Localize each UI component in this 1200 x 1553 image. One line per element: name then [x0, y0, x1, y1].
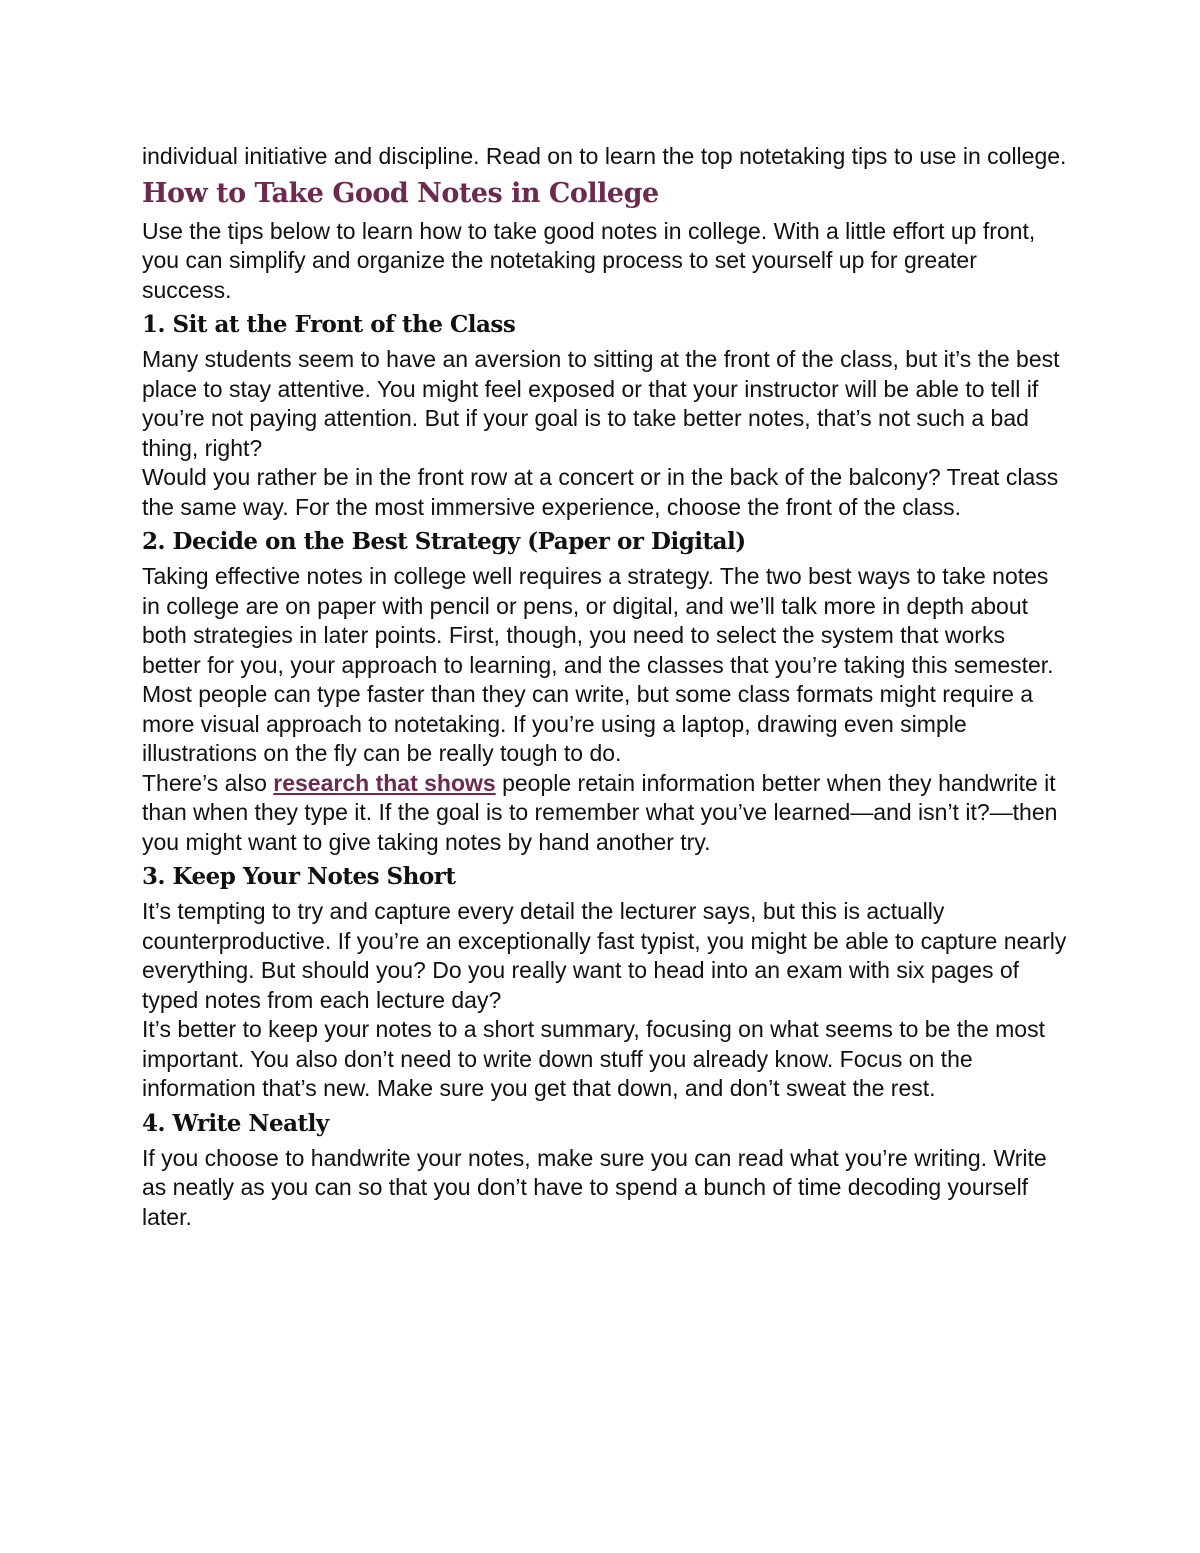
section-1-paragraph-2: Would you rather be in the front row at a concert or in the back of the balcony? Treat class the same way. For the most immersive experience, choose the front of the class. — [142, 464, 1059, 520]
section-heading-best-strategy: 2. Decide on the Best Strategy (Paper or Digital) — [142, 528, 746, 555]
section-heading-write-neatly: 4. Write Neatly — [142, 1109, 329, 1137]
section-2-paragraph-3-after: people retain information better when they handwrite it than when they type it. If the goal is to remember what you’ve learned—and isn’t it?—then you might want to give taking notes by hand another try. — [142, 769, 1058, 855]
document-page — [142, 142, 1067, 1232]
section-4-paragraph-1: If you choose to handwrite your notes, make sure you can read what you’re writing. Write as neatly as you can so that you don’t have to spend a bunch of time decoding yourself later. — [142, 1144, 1047, 1230]
lead-paragraph: Use the tips below to learn how to take good notes in college. With a little effort up front, you can simplify and organize the notetaking process to set yourself up for greater success. — [142, 217, 1036, 303]
section-3-paragraph-1: It’s tempting to try and capture every detail the lecturer says, but this is actually counterproductive. If you’re an exceptionally fast typist, you might be able to capture nearly everything. But should you? Do you really want to head into an exam with six pages of typed notes from each lecture day? — [142, 898, 1067, 1013]
section-2-paragraph-2: Most people can type faster than they can write, but some class formats might require a more visual approach to notetaking. If you’re using a laptop, drawing even simple illustrations on the fly can be really tough to do. — [142, 681, 1034, 766]
section-heading-keep-notes-short: 3. Keep Your Notes Short — [142, 863, 456, 890]
intro-paragraph: individual initiative and discipline. Read on to learn the top notetaking tips to use in college. — [142, 143, 1067, 169]
section-3-paragraph-2: It’s better to keep your notes to a short summary, focusing on what seems to be the most important. You also don’t need to write down stuff you already know. Focus on the information that’s new. Make sure you get that down, and don’t sweat the rest. — [142, 1016, 1045, 1101]
section-2-paragraph-3 — [142, 769, 1067, 858]
research-link[interactable]: research that shows — [273, 769, 496, 796]
main-heading: How to Take Good Notes in College — [142, 177, 659, 209]
section-heading-front-of-class: 1. Sit at the Front of the Class — [142, 311, 516, 338]
section-2-paragraph-3-before: There’s also — [142, 769, 274, 796]
section-2-paragraph-1: Taking effective notes in college well requires a strategy. The two best ways to take notes in college are on paper with pencil or pens, or digital, and we’ll talk more in depth about both strategies in later points. First, though, you need to select the system that works better for you, your approach to learning, and the classes that you’re taking this semester. — [142, 563, 1054, 678]
section-1-paragraph-1: Many students seem to have an aversion to sitting at the front of the class, but it’s the best place to stay attentive. You might feel exposed or that your instructor will be able to tell if you’re not paying attention. But if your goal is to take better notes, that’s not such a bad thing, right? — [142, 346, 1060, 461]
